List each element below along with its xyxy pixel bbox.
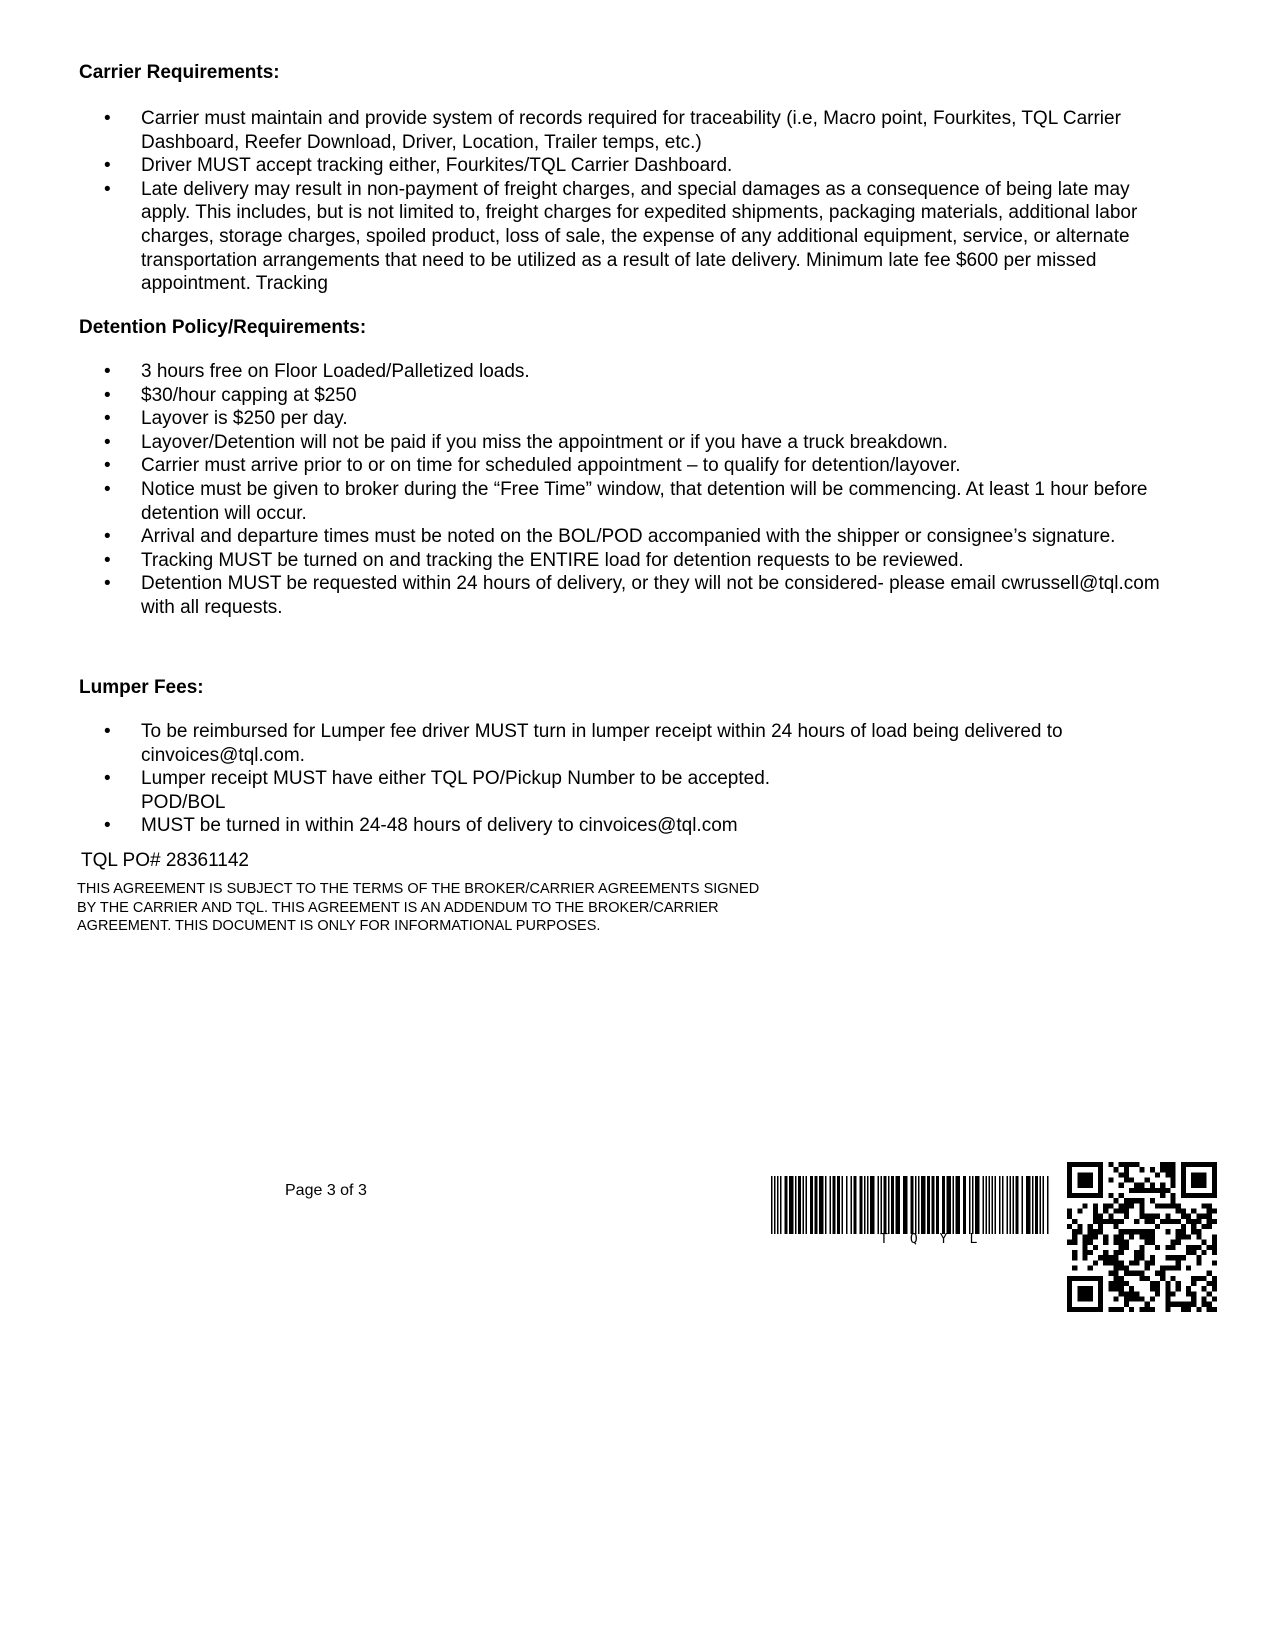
list-item: • Tracking MUST be turned on and tracking the ENTIRE load for detention requests to be reviewed. xyxy=(104,549,964,571)
barcode-caption: TQYL xyxy=(880,1232,1000,1247)
detention-policy-list xyxy=(0,360,1180,620)
list-item: • Notice must be given to broker during the “Free Time” window, that detention will be commencing. At least 1 hour before detention will occur. xyxy=(104,478,1148,524)
list-item: • To be reimbursed for Lumper fee driver MUST turn in lumper receipt within 24 hours of load being delivered to cinvoices@tql.com. xyxy=(104,721,1063,766)
list-item: • Layover/Detention will not be paid if you miss the appointment or if you have a truck breakdown. xyxy=(104,431,948,453)
list-item: • 3 hours free on Floor Loaded/Palletized loads. xyxy=(104,361,530,382)
list-item-continuation: POD/BOL xyxy=(141,791,226,813)
list-item: • Arrival and departure times must be noted on the BOL/POD accompanied with the shipper or consignee’s signature. xyxy=(104,526,1116,548)
agreement-disclaimer: THIS AGREEMENT IS SUBJECT TO THE TERMS OF THE BROKER/CARRIER AGREEMENTS SIGNED BY THE CARRIER AND TQL. THIS AGREEMENT IS AN ADDENDUM TO THE BROKER/CARRIER AGREEMENT. THIS DOCUMENT IS ONLY FOR INFORMATIONAL PURPOSES. xyxy=(77,881,760,934)
lumper-fees-heading: Lumper Fees: xyxy=(79,677,204,698)
page-number: Page 3 of 3 xyxy=(285,1182,367,1199)
list-item: • Detention MUST be requested within 24 hours of delivery, or they will not be considered- please email cwrussell@tql.com with all requests. xyxy=(104,573,1160,618)
list-item: • Carrier must maintain and provide system of records required for traceability (i.e, Macro point, Fourkites, TQL Carrier Dashboard, Reefer Download, Driver, Location, Trailer temps, etc.) xyxy=(104,108,1121,153)
list-item: • Layover is $250 per day. xyxy=(104,408,348,430)
detention-policy-heading: Detention Policy/Requirements: xyxy=(79,317,367,338)
carrier-requirements-list xyxy=(0,107,1180,296)
list-item: • Driver MUST accept tracking either, Fourkites/TQL Carrier Dashboard. xyxy=(104,155,733,177)
tql-po-number: TQL PO# 28361142 xyxy=(81,850,249,871)
list-item: • Late delivery may result in non-payment of freight charges, and special damages as a consequence of being late may apply. This includes, but is not limited to, freight charges for expedited shipments, packaging materials, additional labor charges, storage charges, spoiled product, loss of sale, the expense of any additional equipment, service, or alternate transportation arrangements that need to be utilized as a result of late delivery. Minimum late fee $600 per missed appointment. Tracking xyxy=(104,178,1138,295)
list-item: • MUST be turned in within 24-48 hours of delivery to cinvoices@tql.com xyxy=(104,815,738,837)
carrier-requirements-heading: Carrier Requirements: xyxy=(79,62,280,83)
list-item: • Carrier must arrive prior to or on time for scheduled appointment – to qualify for detention/layover. xyxy=(104,455,961,477)
barcode xyxy=(771,1176,1051,1234)
lumper-fees-list xyxy=(0,720,1180,838)
list-item: • $30/hour capping at $250 xyxy=(104,384,357,406)
qr-code xyxy=(1067,1162,1217,1312)
list-item: • Lumper receipt MUST have either TQL PO/Pickup Number to be accepted. xyxy=(104,768,771,790)
